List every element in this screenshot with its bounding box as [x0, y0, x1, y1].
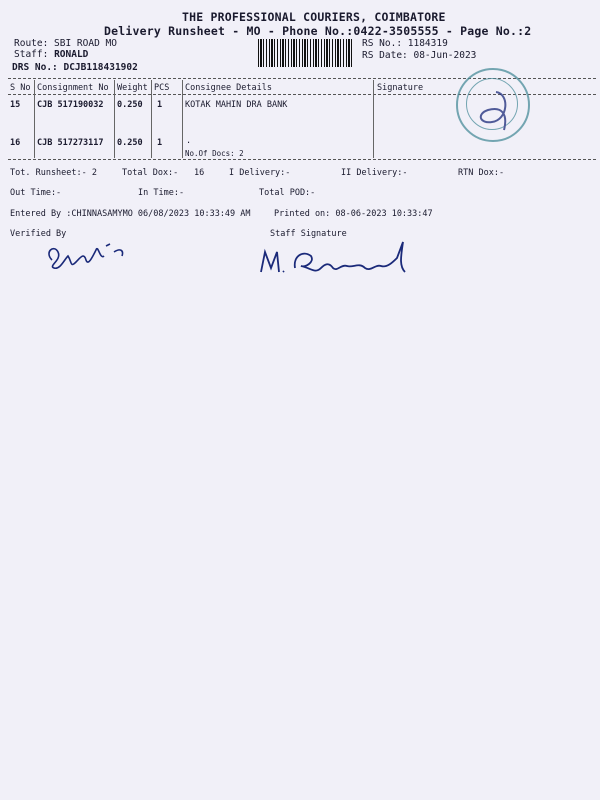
route-text: Route: SBI ROAD MO	[14, 38, 117, 49]
i-delivery: I Delivery:-	[229, 168, 291, 178]
printed-on: Printed on: 08-06-2023 10:33:47	[274, 209, 433, 219]
ii-delivery: II Delivery:-	[341, 168, 408, 178]
no-of-docs: No.Of Docs: 2	[185, 149, 244, 158]
total-pod: Total POD:-	[259, 188, 316, 198]
entered-by: Entered By :CHINNASAMYMO 06/08/2023 10:33:49 AM	[10, 209, 251, 219]
table-row-weight: 0.250	[117, 138, 143, 148]
table-row-pcs: 1	[157, 100, 163, 110]
col-pcs: PCS	[154, 83, 170, 93]
staff-line	[14, 49, 88, 60]
drs-number: DRS No.: DCJB118431902	[12, 62, 138, 73]
barcode	[258, 39, 354, 67]
table-row-pcs: 1	[157, 138, 163, 148]
col-sno: S No	[10, 83, 31, 93]
col-weight: Weight	[117, 83, 148, 93]
table-row-sno: 15	[10, 100, 21, 110]
col-consignee: Consignee Details	[185, 83, 272, 93]
col-consignment: Consignment No	[37, 83, 109, 93]
staff-signature-mark	[255, 238, 425, 288]
table-row-consignee: .	[186, 136, 192, 146]
rtn-dox: RTN Dox:-	[458, 168, 505, 178]
out-time: Out Time:-	[10, 188, 62, 198]
col-signature: Signature	[377, 83, 424, 93]
table-row-consignment: CJB 517190032	[37, 100, 104, 110]
rs-number: RS No.: 1184319	[362, 38, 448, 49]
staff-signature-label: Staff Signature	[270, 229, 347, 239]
table-row-weight: 0.250	[117, 100, 143, 110]
rs-date: RS Date: 08-Jun-2023	[362, 50, 477, 61]
stamp-seal	[456, 68, 530, 142]
verified-by-signature	[40, 238, 140, 278]
in-time: In Time:-	[138, 188, 185, 198]
staff-label: Staff:	[14, 49, 49, 60]
staff-value: RONALD	[54, 49, 89, 60]
table-row-consignment: CJB 517273117	[37, 138, 104, 148]
table-row-sno: 16	[10, 138, 21, 148]
verified-by-label: Verified By	[10, 229, 67, 239]
total-dox-value: 16	[194, 168, 205, 178]
tot-runsheet: Tot. Runsheet:- 2	[10, 168, 97, 178]
company-title: THE PROFESSIONAL COURIERS, COIMBATORE	[182, 10, 446, 24]
table-row-consignee: KOTAK MAHIN DRA BANK	[185, 100, 288, 110]
runsheet-subtitle: Delivery Runsheet - MO - Phone No.:0422-3505555 - Page No.:2	[104, 24, 532, 38]
total-dox-label: Total Dox:-	[122, 168, 179, 178]
